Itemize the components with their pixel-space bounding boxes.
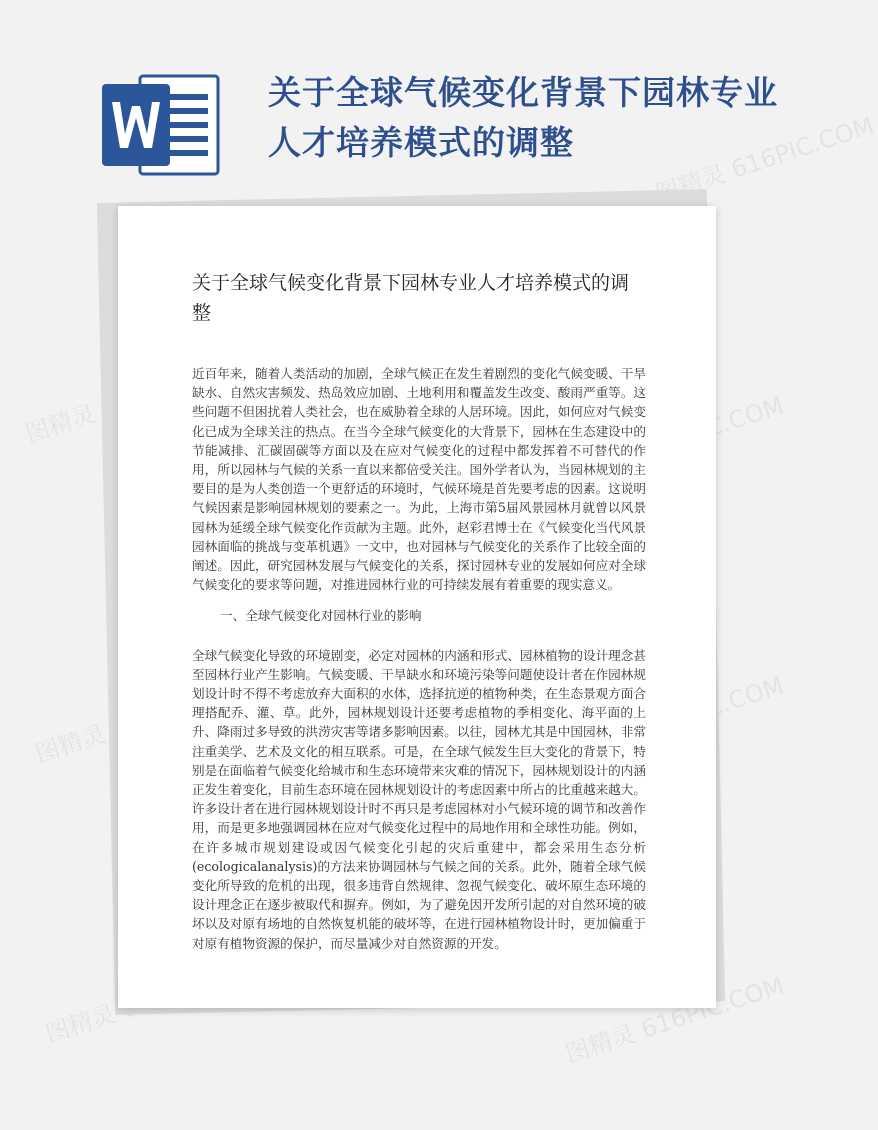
document-page[interactable] xyxy=(118,206,716,1008)
section-paragraph: 全球气候变化导致的环境剧变，必定对园林的内涵和形式、园林植物的设计理念甚至园林行业产生影响。气候变暖、干旱缺水和环境污染等问题使设计者在作园林规划设计时不得不考虑放弃大面积的水体，选择抗逆的植物种类，在生态景观方面合理搭配乔、灌、草。此外，园林规划设计还要考虑植物的季相变化、海平面的上升、降雨过多导致的洪涝灾害等诸多影响因素。以往，园林尤其是中国园林，非常注重美学、艺术及文化的相互联系。可是，在全球气候发生巨大变化的背景下，特别是在面临着气候变化给城市和生态环境带来灾难的情况下，园林规划设计的内涵正发生着变化，目前生态环境在园林规划设计的考虑因素中所占的比重越来越大。许多设计者在进行园林规划设计时不再只是考虑园林对小气候环境的调节和改善作用，而是更多地强调园林在应对气候变化过程中的局地作用和全球性功能。例如，在许多城市规划建设或因气候变化引起的灾后重建中，都会采用生态分析(ecologicalanalysis)的方法来协调园林与气候之间的关系。此外，随着全球气候变化所导致的危机的出现，很多违背自然规律、忽视气候变化、破坏原生态环境的设计理念正在逐步被取代和摒弃。例如，为了避免因开发所引起的对自然环境的破坏以及对原有场地的自然恢复机能的破坏等，在进行园林植物设计时，更加偏重于对原有植物资源的保护，而尽量减少对自然资源的开发。 xyxy=(192,647,646,951)
header-title: 关于全球气候变化背景下园林专业人才培养模式的调整 xyxy=(268,73,778,162)
intro-paragraph: 近百年来，随着人类活动的加剧，全球气候正在发生着剧烈的变化气候变暖、干旱缺水、自然灾害频发、热岛效应加剧、土地利用和覆盖发生改变、酸雨严重等。这些问题不但困扰着人类社会，也在威胁着全球的人居环境。因此，如何应对气候变化已成为全球关注的热点。在当今全球气候变化的大背景下，园林在生态建设中的节能减排、汇碳固碳等方面以及在应对气候变化的过程中都发挥着不可替代的作用，所以园林与气候的关系一直以来都倍受关注。国外学者认为，当园林规划的主要目的是为人类创造一个更舒适的环境时，气候环境是首先要考虑的因素。这说明气候因素是影响园林规划的要素之一。为此，上海市第5届风景园林月就曾以风景园林为延缓全球气候变化作贡献为主题。此外，赵彩君博士在《气候变化当代风景园林面临的挑战与变革机遇》一文中，也对园林与气候变化的关系作了比较全面的阐述。因此，研究园林发展与气候变化的关系，探讨园林专业的发展如何应对全球气候变化的要求等问题，对推进园林行业的可持续发展有着重要的现实意义。 xyxy=(192,366,646,593)
watermark: 图精灵 xyxy=(32,719,110,769)
document-title: 关于全球气候变化背景下园林专业人才培养模式的调整 xyxy=(192,272,630,324)
watermark: 图精灵 xyxy=(42,999,120,1049)
watermark: 图精灵 xyxy=(22,399,100,449)
section-heading: 一、全球气候变化对园林行业的影响 xyxy=(220,608,422,624)
watermark: 图精灵 616PIC.COM xyxy=(652,111,878,209)
watermark: 图精灵 616PIC.COM xyxy=(562,971,788,1069)
word-document-icon xyxy=(100,70,220,180)
